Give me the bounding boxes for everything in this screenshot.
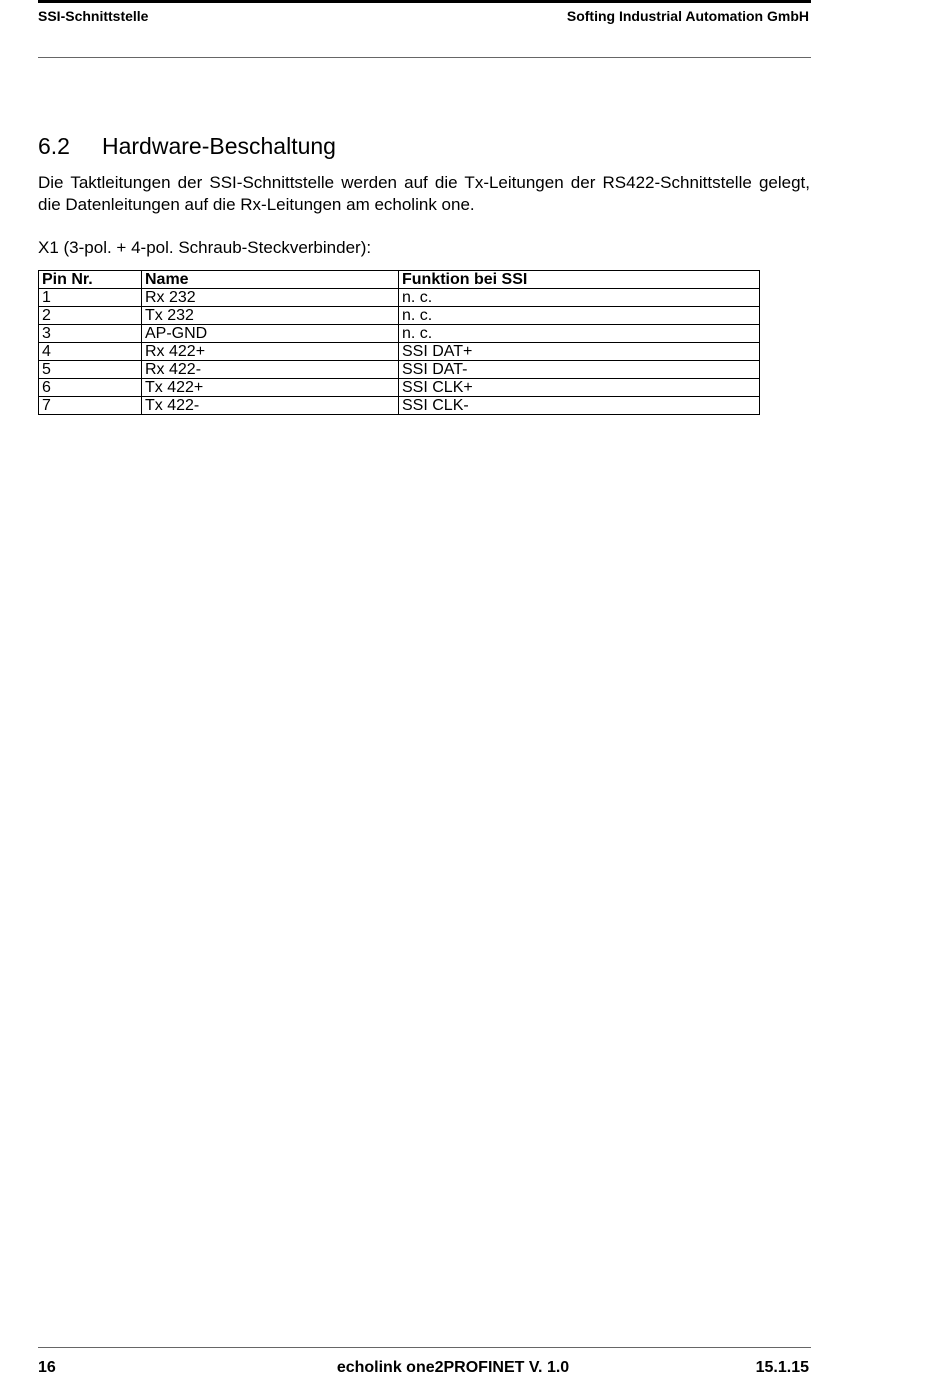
table-row — [39, 379, 760, 397]
header-name: Name — [142, 271, 399, 289]
cell-function: SSI CLK- — [399, 397, 760, 415]
cell-name: Rx 422- — [142, 361, 399, 379]
cell-function: SSI DAT- — [399, 361, 760, 379]
footer-page-number: 16 — [38, 1359, 56, 1376]
cell-function: SSI CLK+ — [399, 379, 760, 397]
footer-date: 15.1.15 — [755, 1359, 809, 1376]
cell-name: Tx 232 — [142, 307, 399, 325]
cell-function: n. c. — [399, 289, 760, 307]
table-caption: X1 (3-pol. + 4-pol. Schraub-Steckverbinder): — [38, 238, 372, 257]
table-row — [39, 325, 760, 343]
footer-product: echolink one2PROFINET V. 1.0 — [336, 1359, 570, 1376]
cell-pin: 6 — [39, 379, 142, 397]
section-number: 6.2 — [38, 133, 70, 159]
section-title: Hardware-Beschaltung — [102, 133, 336, 159]
header-company: Softing Industrial Automation GmbH — [566, 8, 809, 24]
cell-name: Tx 422+ — [142, 379, 399, 397]
cell-pin: 3 — [39, 325, 142, 343]
cell-function: n. c. — [399, 325, 760, 343]
cell-name: Tx 422- — [142, 397, 399, 415]
table-header-row — [39, 271, 760, 289]
section-heading — [38, 133, 336, 160]
cell-function: SSI DAT+ — [399, 343, 760, 361]
table-row — [39, 361, 760, 379]
footer-divider — [38, 1347, 811, 1348]
body-paragraph: Die Taktleitungen der SSI-Schnittstelle werden auf die Tx-Leitungen der RS422-Schnittstelle gelegt, die Datenleitungen auf die Rx-Leitungen am echolink one. — [38, 173, 810, 214]
header-chapter-title: SSI-Schnittstelle — [38, 8, 149, 24]
cell-pin: 1 — [39, 289, 142, 307]
cell-function: n. c. — [399, 307, 760, 325]
table-row — [39, 289, 760, 307]
header-top-rule — [38, 0, 811, 3]
cell-pin: 5 — [39, 361, 142, 379]
table-row — [39, 397, 760, 415]
cell-name: AP-GND — [142, 325, 399, 343]
header-divider — [38, 57, 811, 58]
header-function: Funktion bei SSI — [399, 271, 760, 289]
table-row — [39, 343, 760, 361]
cell-pin: 7 — [39, 397, 142, 415]
table-row — [39, 307, 760, 325]
pin-table — [38, 270, 760, 415]
cell-name: Rx 232 — [142, 289, 399, 307]
cell-name: Rx 422+ — [142, 343, 399, 361]
cell-pin: 4 — [39, 343, 142, 361]
header-pin: Pin Nr. — [39, 271, 142, 289]
cell-pin: 2 — [39, 307, 142, 325]
